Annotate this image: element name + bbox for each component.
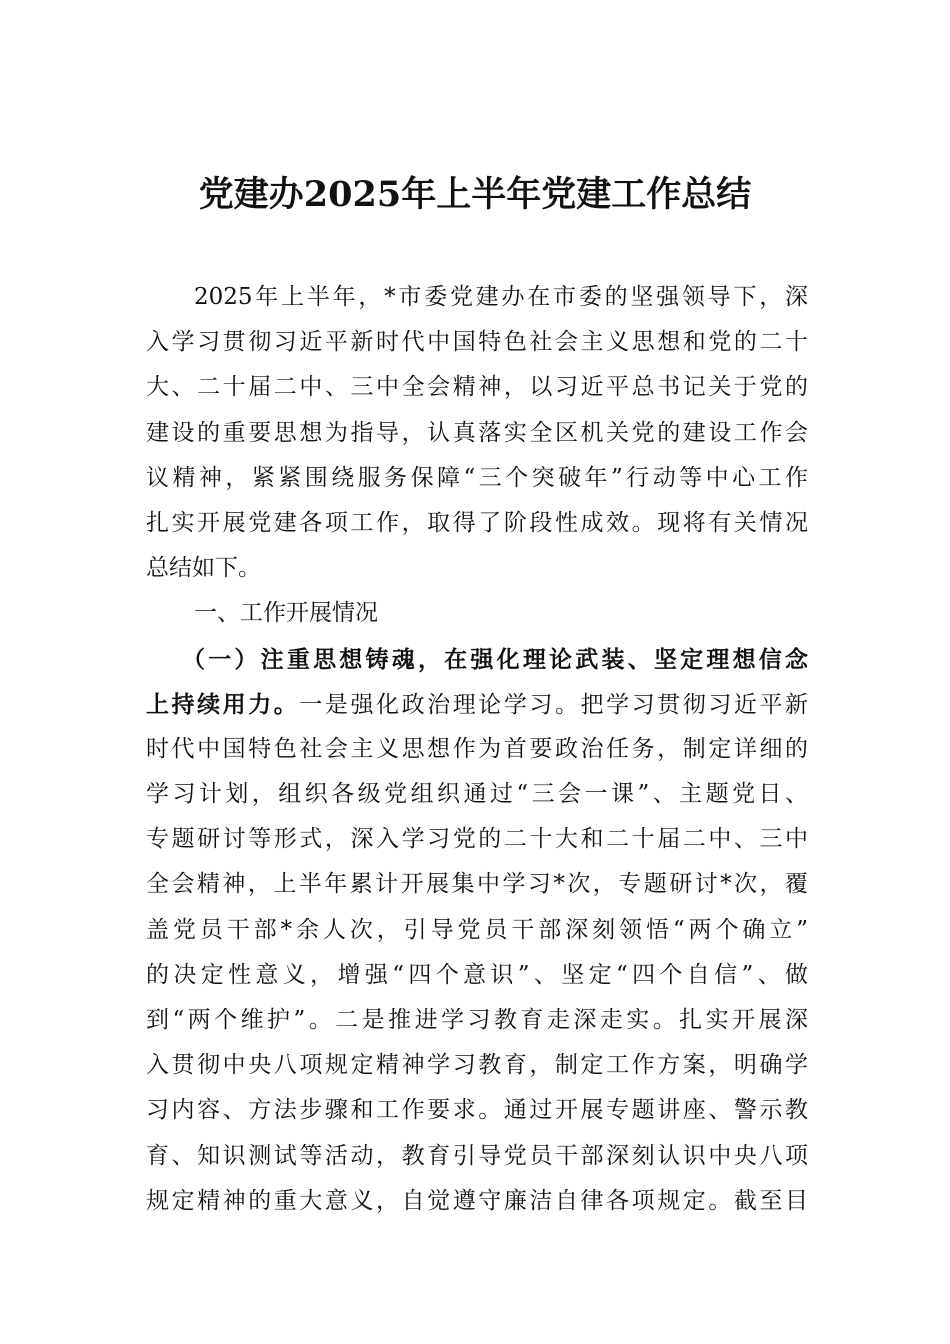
subsection-line: 习内容、方法步骤和工作要求。通过开展专题讲座、警示教 — [146, 1097, 808, 1124]
subsection-line: 的决定性意义，增强“四个意识”、坚定“四个自信”、做 — [146, 961, 808, 988]
section-heading: 一、工作开展情况 — [194, 600, 378, 627]
subsection-line — [146, 682, 808, 727]
subsection-heading: （一）注重思想铸魂，在强化理论武装、坚定理想信念 — [182, 645, 808, 673]
subsection-line: 规定精神的重大意义，自觉遵守廉洁自律各项规定。截至目 — [146, 1187, 808, 1214]
subsection-text: 一是强化政治理论学习。把学习贯彻习近平新 — [299, 691, 808, 718]
paragraph-line: 扎实开展党建各项工作，取得了阶段性成效。现将有关情况 — [146, 509, 808, 536]
subsection-line: 全会精神，上半年累计开展集中学习*次，专题研讨*次，覆 — [146, 871, 808, 898]
paragraph-line: 建设的重要思想为指导，认真落实全区机关党的建设工作会 — [146, 419, 808, 446]
paragraph-line: 总结如下。 — [146, 555, 261, 582]
subsection-heading-end: 上持续用力。 — [146, 690, 300, 718]
paragraph-line: 议精神，紧紧围绕服务保障“三个突破年”行动等中心工作 — [146, 464, 808, 491]
paragraph-line: 2025年上半年，*市委党建办在市委的坚强领导下，深 — [194, 284, 808, 310]
paragraph-line: 大、二十届二中、三中全会精神，以习近平总书记关于党的 — [146, 374, 808, 401]
subsection-line: 盖党员干部*余人次，引导党员干部深刻领悟“两个确立” — [146, 916, 808, 943]
subsection-line: 入贯彻中央八项规定精神学习教育，制定工作方案，明确学 — [146, 1052, 808, 1079]
subsection-line: 学习计划，组织各级党组织通过“三会一课”、主题党日、 — [146, 781, 808, 808]
subsection-line: 时代中国特色社会主义思想作为首要政治任务，制定详细的 — [146, 735, 808, 762]
document-body — [146, 275, 808, 1224]
subsection-line: 到“两个维护”。二是推进学习教育走深走实。扎实开展深 — [146, 1007, 808, 1033]
document-title: 党建办2025年上半年党建工作总结 — [198, 174, 752, 215]
subsection-line: 专题研讨等形式，深入学习党的二十大和二十届二中、三中 — [146, 826, 808, 853]
subsection-line: 育、知识测试等活动，教育引导党员干部深刻认识中央八项 — [146, 1142, 808, 1169]
paragraph-line: 入学习贯彻习近平新时代中国特色社会主义思想和党的二十 — [146, 329, 808, 356]
